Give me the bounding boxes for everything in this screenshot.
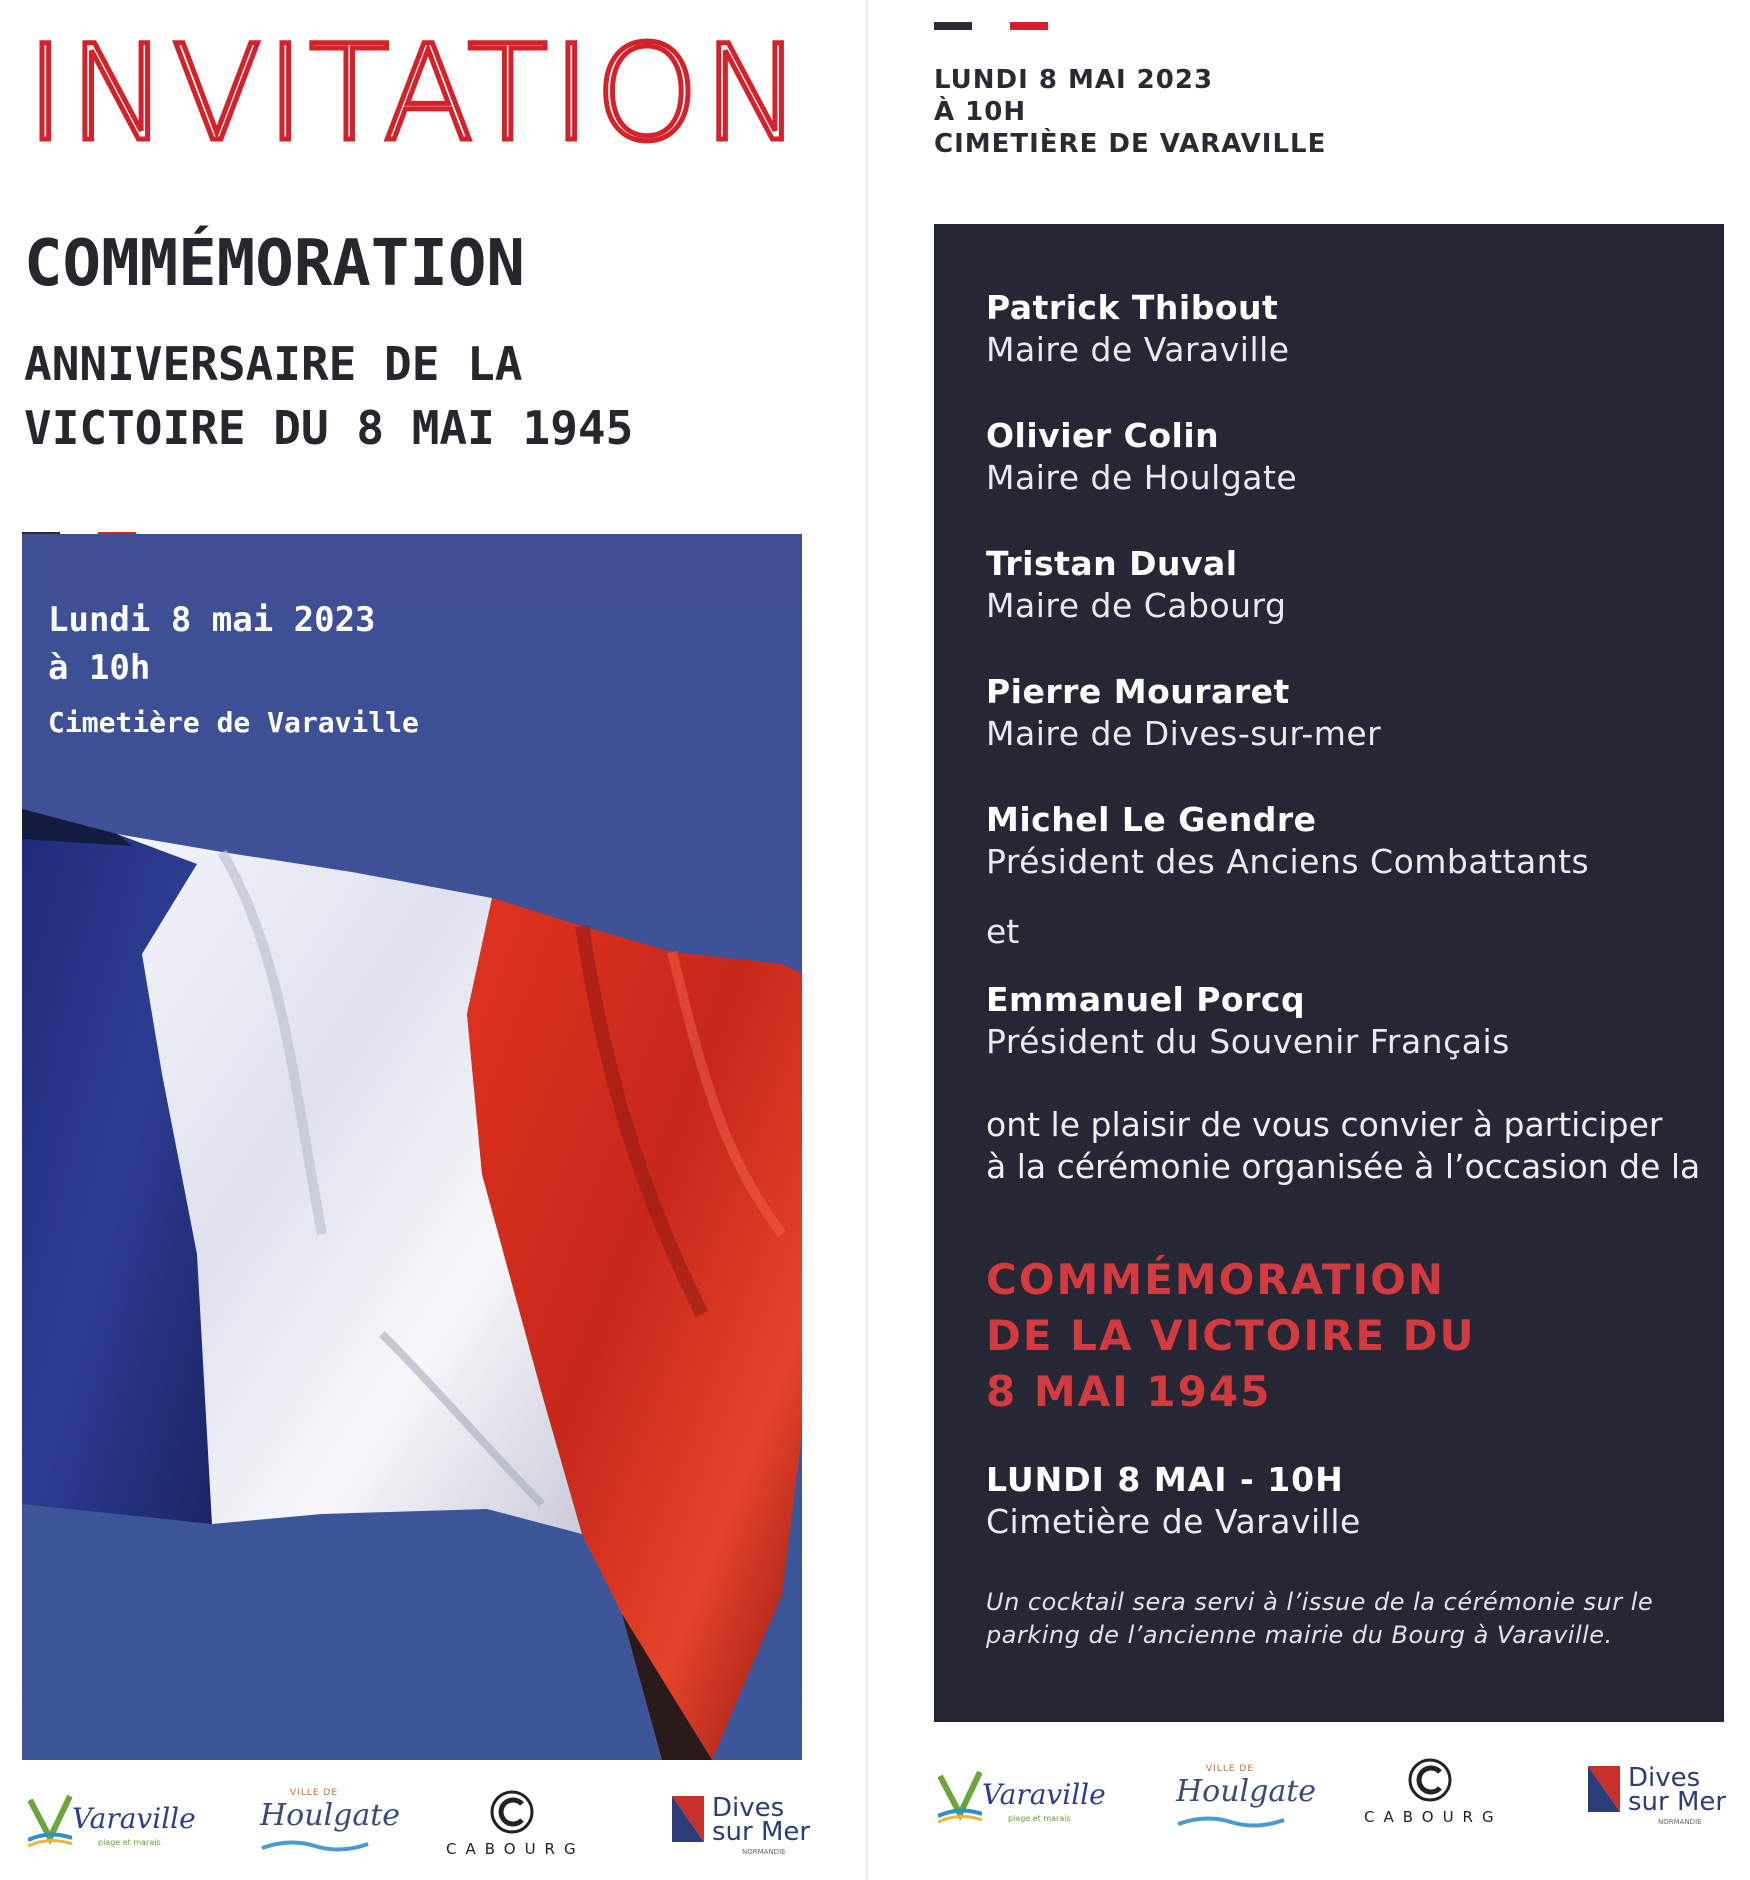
host-name: Michel Le Gendre bbox=[986, 800, 1317, 839]
dives-logo bbox=[1584, 1760, 1727, 1830]
host-role: Président du Souvenir Français bbox=[986, 1022, 1510, 1061]
varaville-logo bbox=[938, 1766, 1106, 1836]
houlgate-logo bbox=[1176, 1764, 1317, 1836]
inside-panel bbox=[868, 0, 1750, 1880]
cocktail-note-line-2: parking de l’ancienne mairie du Bourg à Varaville. bbox=[986, 1621, 1613, 1649]
host-role: Maire de Cabourg bbox=[986, 586, 1287, 625]
houlgate-ville-label: VILLE DE bbox=[1206, 1764, 1255, 1774]
header-bar-red bbox=[1010, 22, 1048, 30]
header-date: LUNDI 8 MAI 2023 bbox=[934, 65, 1214, 95]
cocktail-note-line-1: Un cocktail sera servi à l’issue de la cérémonie sur le bbox=[986, 1588, 1654, 1616]
front-panel bbox=[0, 0, 868, 1880]
event-title-line-2: DE LA VICTOIRE DU bbox=[986, 1311, 1476, 1360]
event-place: Cimetière de Varaville bbox=[986, 1502, 1361, 1541]
cabourg-wordmark: CABOURG bbox=[1364, 1808, 1503, 1826]
host-name: Pierre Mouraret bbox=[986, 672, 1290, 711]
cocktail-note bbox=[986, 1586, 1726, 1652]
dives-sail-icon bbox=[668, 1792, 708, 1850]
invitation-text bbox=[986, 1104, 1716, 1188]
invitation-title: INVITATION bbox=[26, 17, 806, 171]
cabourg-logo bbox=[446, 1788, 586, 1860]
event-title-line-1: COMMÉMORATION bbox=[986, 1255, 1446, 1304]
dives-wordmark-line-2: sur Mer bbox=[1628, 1787, 1727, 1817]
dives-wordmark bbox=[712, 1793, 811, 1847]
anniversary-line-2: VICTOIRE DU 8 MAI 1945 bbox=[24, 401, 634, 455]
dives-wordmark-line-1: Dives bbox=[712, 1793, 785, 1823]
event-title bbox=[986, 1252, 1546, 1420]
varaville-tagline: plage et marais bbox=[1008, 1814, 1071, 1823]
flag-photo bbox=[22, 534, 802, 1760]
photo-date bbox=[48, 596, 376, 692]
dives-wordmark bbox=[1628, 1763, 1727, 1817]
anniversary-line-1: ANNIVERSAIRE DE LA bbox=[24, 337, 523, 391]
header-time: À 10H bbox=[934, 97, 1027, 127]
houlgate-wordmark: Houlgate bbox=[260, 1798, 401, 1833]
dives-wordmark-line-1: Dives bbox=[1628, 1763, 1701, 1793]
houlgate-wordmark: Houlgate bbox=[1176, 1774, 1317, 1809]
dives-sail-icon bbox=[1584, 1762, 1624, 1820]
host-role: Président des Anciens Combattants bbox=[986, 842, 1590, 881]
header-bar-dark bbox=[934, 22, 972, 30]
varaville-wordmark: Varaville bbox=[72, 1802, 196, 1835]
varaville-v-icon bbox=[938, 1770, 982, 1826]
event-date: LUNDI 8 MAI - 10H bbox=[986, 1460, 1344, 1499]
host-name: Patrick Thibout bbox=[986, 288, 1279, 327]
cabourg-emblem-icon bbox=[488, 1788, 536, 1836]
commemoration-title: COMMÉMORATION bbox=[24, 227, 525, 301]
dives-wordmark-line-2: sur Mer bbox=[712, 1817, 811, 1847]
invitation-text-line-1: ont le plaisir de vous convier à participer bbox=[986, 1105, 1663, 1144]
houlgate-wave-icon bbox=[260, 1838, 370, 1856]
header-place: CIMETIÈRE DE VARAVILLE bbox=[934, 129, 1327, 159]
photo-date-line-2: à 10h bbox=[48, 648, 151, 688]
host-name: Emmanuel Porcq bbox=[986, 980, 1306, 1019]
host-role: Maire de Houlgate bbox=[986, 458, 1298, 497]
conjunction: et bbox=[986, 912, 1020, 951]
photo-place: Cimetière de Varaville bbox=[48, 706, 419, 739]
cabourg-logo bbox=[1364, 1756, 1504, 1828]
dives-region-label: NORMANDIE bbox=[742, 1848, 786, 1856]
event-title-line-3: 8 MAI 1945 bbox=[986, 1367, 1272, 1416]
dives-logo bbox=[668, 1790, 811, 1860]
anniversary-subtitle bbox=[24, 332, 784, 460]
cabourg-emblem-icon bbox=[1406, 1756, 1454, 1804]
host-name: Olivier Colin bbox=[986, 416, 1220, 455]
varaville-logo bbox=[28, 1790, 196, 1860]
varaville-wordmark: Varaville bbox=[982, 1778, 1106, 1811]
host-role: Maire de Dives-sur-mer bbox=[986, 714, 1382, 753]
cabourg-wordmark: CABOURG bbox=[446, 1840, 585, 1858]
host-name: Tristan Duval bbox=[986, 544, 1238, 583]
houlgate-ville-label: VILLE DE bbox=[290, 1788, 339, 1798]
houlgate-logo bbox=[260, 1788, 401, 1860]
photo-date-line-1: Lundi 8 mai 2023 bbox=[48, 600, 376, 640]
varaville-v-icon bbox=[28, 1794, 72, 1850]
invitation-text-line-2: à la cérémonie organisée à l’occasion de la bbox=[986, 1147, 1701, 1186]
varaville-tagline: plage et marais bbox=[98, 1838, 161, 1847]
dives-region-label: NORMANDIE bbox=[1658, 1818, 1702, 1826]
host-role: Maire de Varaville bbox=[986, 330, 1290, 369]
invitation-card bbox=[934, 224, 1724, 1722]
houlgate-wave-icon bbox=[1176, 1814, 1286, 1832]
